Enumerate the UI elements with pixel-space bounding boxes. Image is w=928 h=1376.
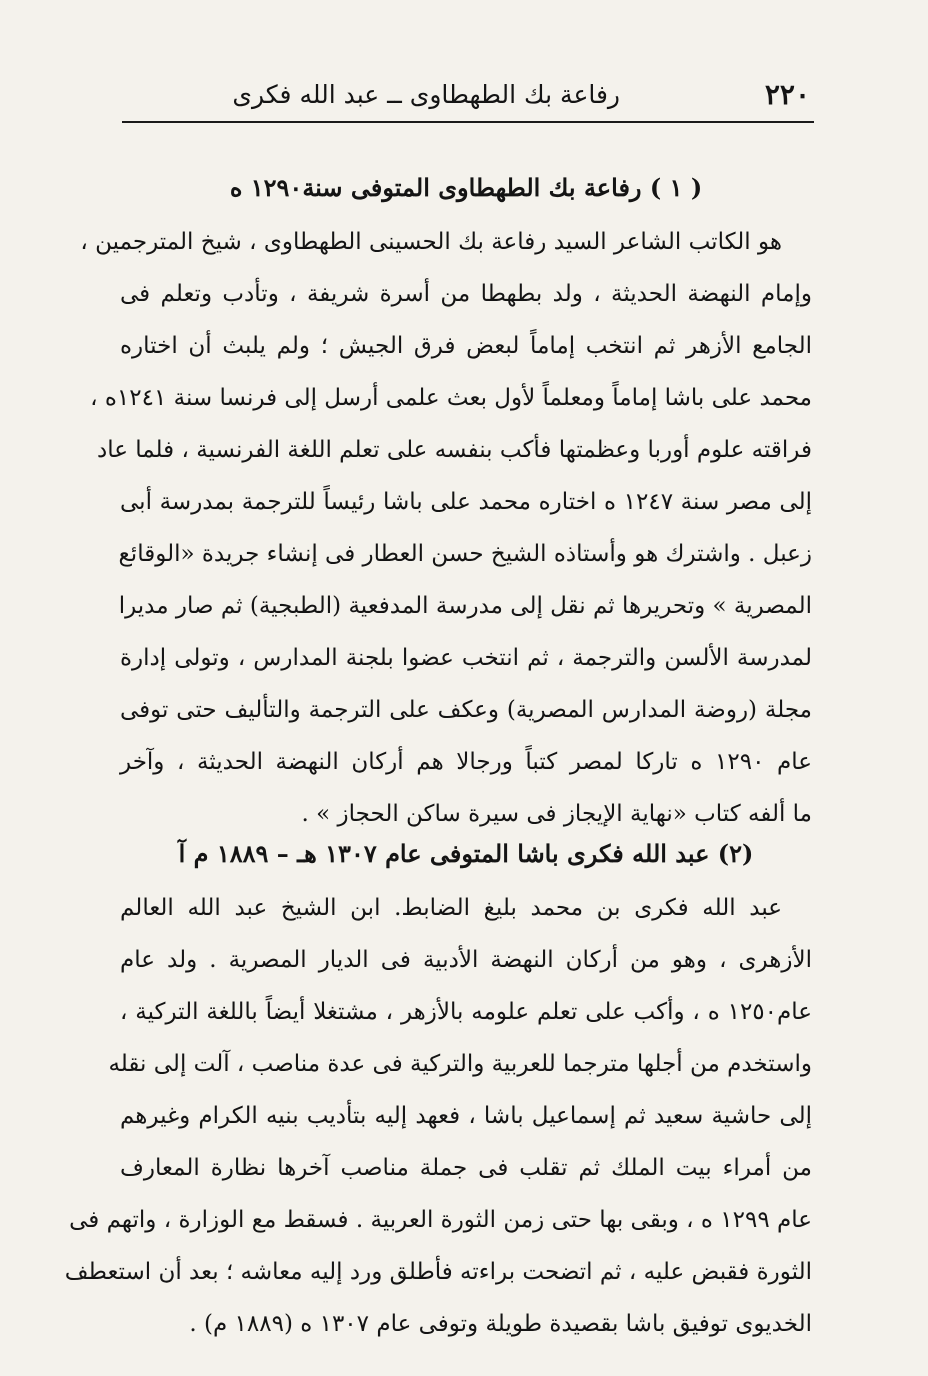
section-2-heading: (٢) عبد الله فكرى باشا المتوفى عام ١٣٠٧ هـ – ١٨٨٩ م آ [178, 839, 754, 868]
section-1-line: مجلة (روضة المدارس المصرية) وعكف على الترجمة والتأليف حتى توفى [120, 697, 812, 723]
section-2-body [64, 882, 812, 1350]
page-number: ٢٢٠ [764, 78, 810, 111]
section-2-line: عام ١٢٩٩ ه ، وبقى بها حتى زمن الثورة العربية . فسقط مع الوزارة ، واتهم فى [69, 1207, 812, 1233]
section-1-line: فراقته علوم أوربا وعظمتها فأكب بنفسه على تعلم اللغة الفرنسية ، فلما عاد [96, 437, 812, 463]
section-1-line: عام ١٢٩٠ ه تاركا لمصر كتباً ورجالا هم أركان النهضة الحديثة ، وآخر [120, 749, 812, 775]
section-1-line: هو الكاتب الشاعر السيد رفاعة بك الحسينى الطهطاوى ، شيخ المترجمين ، [80, 229, 782, 255]
section-1-line: الجامع الأزهر ثم انتخب إماماً لبعض فرق الجيش ؛ ولم يلبث أن اختاره [120, 333, 812, 359]
section-2-line: الأزهرى ، وهو من أركان النهضة الأدبية فى الديار المصرية . ولد عام [120, 947, 812, 973]
section-1-line: إلى مصر سنة ١٢٤٧ ه اختاره محمد على باشا رئيساً للترجمة بمدرسة أبى [120, 489, 813, 515]
header-rule [122, 121, 814, 123]
section-1-heading: ( ١ ) رفاعة بك الطهطاوى المتوفى سنة١٢٩٠ ه [229, 173, 703, 202]
section-1-line: زعبل . واشترك هو وأستاذه الشيخ حسن العطار فى إنشاء جريدة «الوقائع [118, 541, 812, 567]
section-2-line: من أمراء بيت الملك ثم تقلب فى جملة مناصب آخرها نظارة المعارف [120, 1155, 812, 1181]
running-head-title: رفاعة بك الطهطاوى ــ عبد الله فكرى [232, 80, 620, 109]
section-2-line: إلى حاشية سعيد ثم إسماعيل باشا ، فعهد إليه بتأديب بنيه الكرام وغيرهم [120, 1103, 812, 1129]
section-1-body [80, 216, 813, 840]
section-2-line: عبد الله فكرى بن محمد بليغ الضابط. ابن الشيخ عبد الله العالم [120, 895, 782, 921]
section-2-line: الخديوى توفيق باشا بقصيدة طويلة وتوفى عام ١٣٠٧ ه (١٨٨٩ م) . [189, 1311, 812, 1337]
section-1-line: وإمام النهضة الحديثة ، ولد بطهطا من أسرة شريفة ، وتأدب وتعلم فى [120, 281, 812, 307]
section-1-line: لمدرسة الألسن والترجمة ، ثم انتخب عضوا بلجنة المدارس ، وتولى إدارة [120, 645, 812, 671]
section-1-line: المصرية » وتحريرها ثم نقل إلى مدرسة المدفعية (الطبجية) ثم صار مديرا [118, 593, 812, 619]
section-2-line: عام١٢٥٠ ه ، وأكب على تعلم علومه بالأزهر ، مشتغلا أيضاً باللغة التركية ، [120, 999, 812, 1025]
section-2-line: الثورة فقبض عليه ، ثم اتضحت براءته فأطلق ورد إليه معاشه ؛ بعد أن استعطف [64, 1259, 812, 1285]
section-2-line: واستخدم من أجلها مترجما للعربية والتركية فى عدة مناصب ، آلت إلى نقله [108, 1051, 812, 1077]
running-head [120, 78, 810, 118]
section-1-line: ما ألفه كتاب «نهاية الإيجاز فى سيرة ساكن الحجاز » . [301, 801, 812, 827]
section-1-line: محمد على باشا إماماً ومعلماً لأول بعث علمى أرسل إلى فرنسا سنة ١٢٤١ه ، [90, 385, 812, 411]
